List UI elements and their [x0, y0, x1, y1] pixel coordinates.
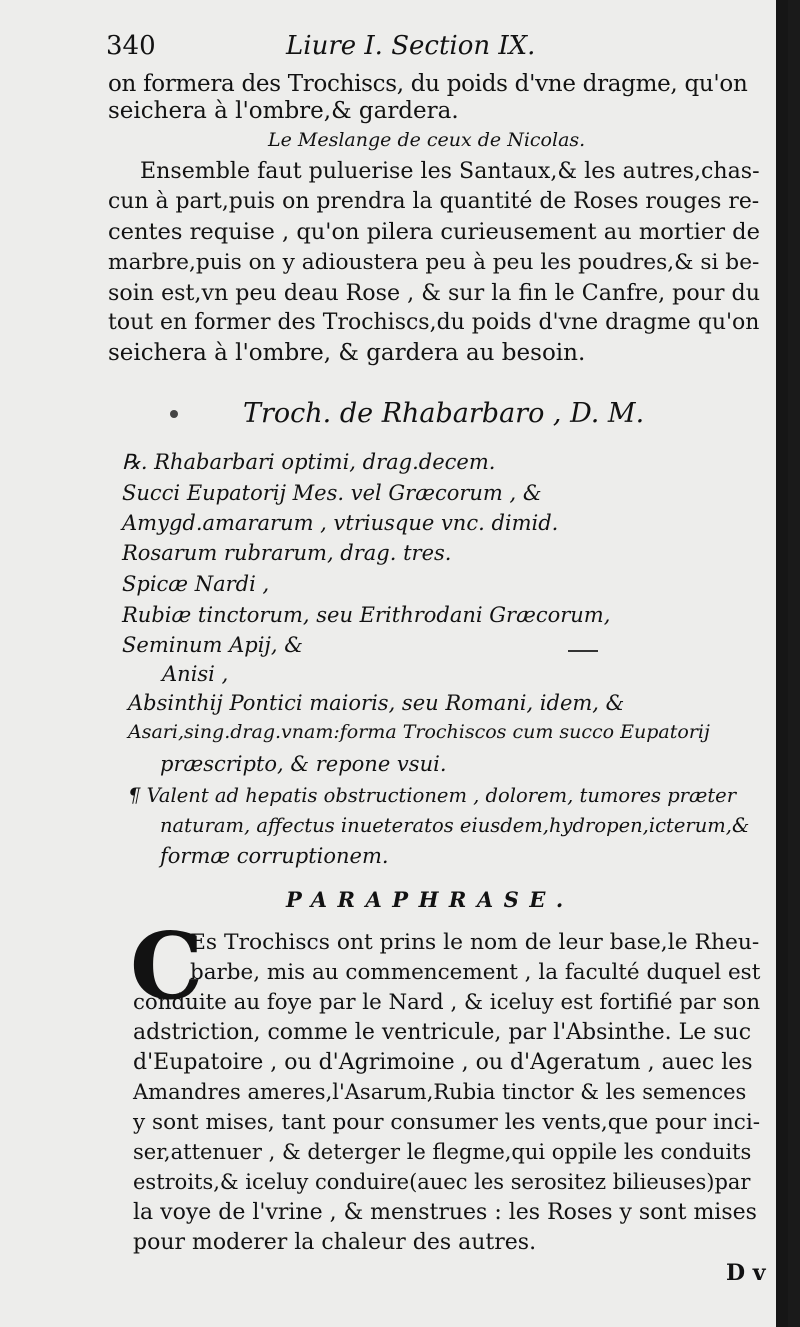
recipe-line: præscripto, & repone vsui.	[160, 752, 447, 776]
text-line: centes requise , qu'on pilera curieusement au mortier de	[108, 219, 760, 245]
text-line: barbe, mis au commencement , la faculté duquel est	[190, 960, 761, 985]
dash-mark	[568, 650, 598, 652]
text-line: conduite au foye par le Nard , & iceluy est fortifié par son	[133, 990, 761, 1015]
text-line: y sont mises, tant pour consumer les vents,que pour inci-	[133, 1110, 761, 1135]
recipe-line: Succi Eupatorij Mes. vel Græcorum , &	[122, 481, 542, 505]
recipe-line: Amygd.amararum , vtriusque vnc. dimid.	[122, 511, 559, 535]
text-line: seichera à l'ombre,& gardera.	[108, 98, 459, 124]
text-line: pour moderer la chaleur des autres.	[133, 1230, 537, 1255]
text-line: Amandres ameres,l'Asarum,Rubia tinctor & les semences	[133, 1080, 747, 1104]
subheading: Le Meslange de ceux de Nicolas.	[268, 129, 586, 151]
recipe-line: Rubiæ tinctorum, seu Erithrodani Græcorum,	[122, 603, 611, 627]
text-line: seichera à l'ombre, & gardera au besoin.	[108, 340, 586, 366]
text-line: Ensemble faut puluerise les Santaux,& les autres,chas-	[140, 158, 760, 184]
recipe-line: ¶ Valent ad hepatis obstructionem , dolorem, tumores præter	[128, 784, 737, 807]
text-line: estroits,& iceluy conduire(auec les serositez bilieuses)par	[133, 1170, 751, 1194]
text-line: adstriction, comme le ventricule, par l'Absinthe. Le suc	[133, 1020, 752, 1045]
text-line: la voye de l'vrine , & menstrues : les Roses y sont mises	[133, 1200, 757, 1225]
text-line: cun à part,puis on prendra la quantité de Roses rouges re-	[108, 189, 760, 214]
recipe-title: Troch. de Rhabarbaro , D. M.	[243, 398, 645, 429]
text-line: tout en former des Trochiscs,du poids d'vne dragme qu'on	[108, 310, 760, 335]
text-line: Es Trochiscs ont prins le nom de leur base,le Rheu-	[190, 930, 760, 955]
recipe-line: Absinthij Pontici maioris, seu Romani, idem, &	[128, 691, 625, 715]
drop-capital: C	[130, 912, 204, 1020]
recipe-line: Anisi ,	[162, 662, 229, 686]
recipe-line: ℞. Rhabarbari optimi, drag.decem.	[122, 450, 496, 474]
recipe-line: formæ corruptionem.	[160, 844, 389, 868]
page-edge-shadow	[776, 0, 788, 1327]
text-line: d'Eupatoire , ou d'Agrimoine , ou d'Ageratum , auec les	[133, 1050, 753, 1075]
text-line: ser,attenuer , & deterger le flegme,qui oppile les conduits	[133, 1140, 752, 1164]
text-line: on formera des Trochiscs, du poids d'vne dragme, qu'on	[108, 71, 748, 97]
recipe-line: Rosarum rubrarum, drag. tres.	[122, 541, 452, 565]
running-title: Liure I. Section IX.	[286, 31, 536, 61]
text-line: soin est,vn peu deau Rose , & sur la fin le Canfre, pour du	[108, 280, 760, 306]
recipe-line: naturam, affectus inueteratos eiusdem,hydropen,icterum,&	[160, 814, 750, 837]
ink-speck	[170, 410, 178, 418]
paraphrase-heading: PARAPHRASE.	[286, 887, 574, 912]
text-line: marbre,puis on y adioustera peu à peu les poudres,& si be-	[108, 250, 760, 275]
recipe-line: Spicæ Nardi ,	[122, 572, 270, 596]
recipe-line: Seminum Apij, &	[122, 633, 303, 657]
signature-mark: D v	[726, 1260, 766, 1286]
page-number: 340	[106, 31, 156, 61]
recipe-line: Asari,sing.drag.vnam:forma Trochiscos cum succo Eupatorij	[128, 721, 710, 743]
